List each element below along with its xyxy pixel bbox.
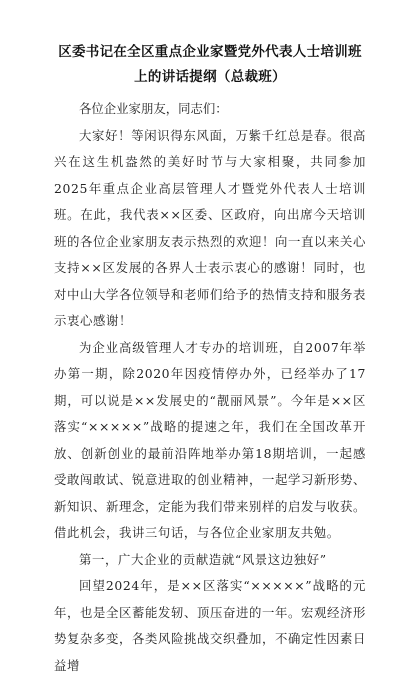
section-heading-first: 第一，广大企业的贡献造就“风景这边独好” [79,551,327,567]
salutation: 各位企业家朋友，同志们： [79,101,228,116]
document-title: 区委书记在全区重点企业家暨党外代表人士培训班上的讲话提纲（总裁班） [58,44,362,85]
paragraph-training-history: 为企业高级管理人才专办的培训班，自2007年举办第一期，除2020年因疫情停办外，已经举办了17期，可以说是××发展史的“靓丽风景”。今年是××区落实“×××××”战略的提速之年，我们在全国改革开放、创新创业的最前沿阵地举办第18期培训，一起感受敢闯敢试、锐意进取的创业精神，一起学习新形势、新知识、新理念，定能为我们带来别样的启发与收获。借此机会，我讲三句话，与各位企业家朋友共勉。 [54,339,366,540]
paragraph-review-2024: 回望2024年，是××区落实“×××××”战略的元年，也是全区蓄能发轫、顶压奋进的一年。宏观经济形势复杂多变，各类风险挑战交织叠加，不确定性因素日益增 [54,578,366,673]
paragraph-welcome: 大家好！等闲识得东风面，万紫千红总是春。很高兴在这生机盎然的美好时节与大家相聚，共同参加2025年重点企业高层管理人才暨党外代表人士培训班。在此，我代表××区委、区政府，向出席今天培训班的各位企业家朋友表示热烈的欢迎！向一直以来关心支持××区发展的各界人士表示衷心的感谢！同时，也对中山大学各位领导和老师们给予的热情支持和服务表示衷心感谢！ [54,127,366,328]
